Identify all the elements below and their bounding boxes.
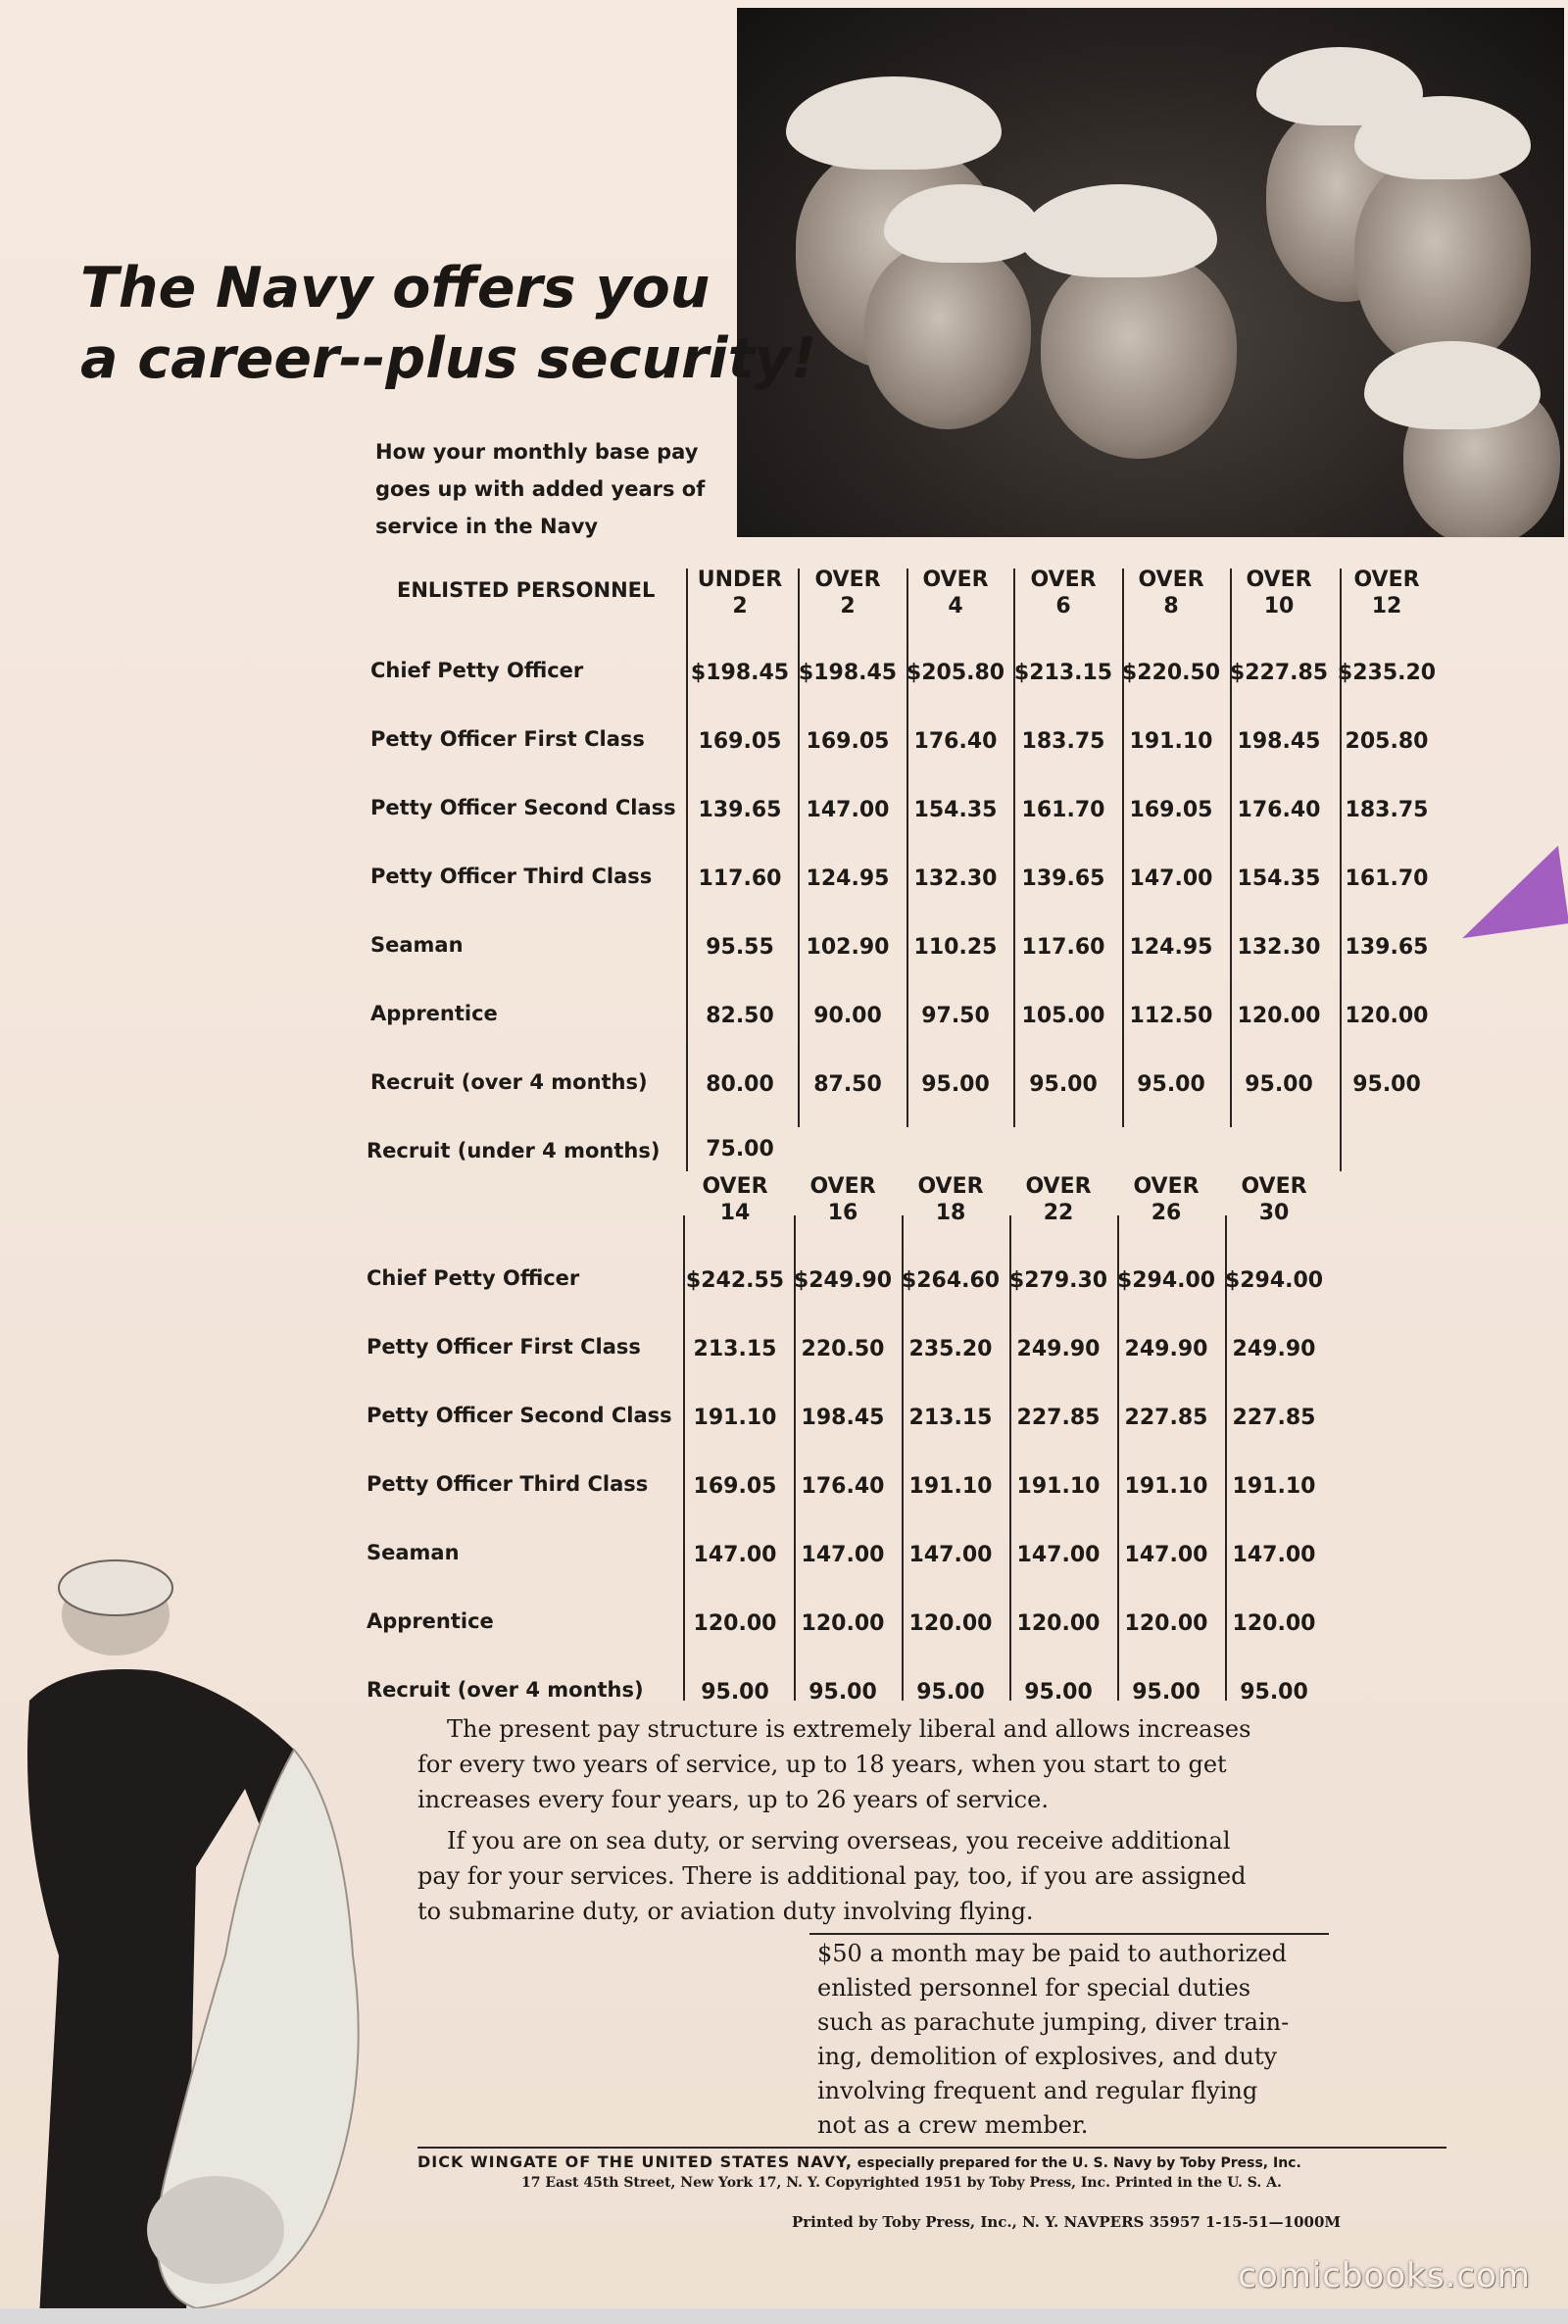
column-header-years: 6 [1055, 594, 1071, 618]
table-cell: 249.90 [1232, 1337, 1316, 1361]
column-header-word: OVER [1246, 568, 1312, 592]
table-cell: $249.90 [793, 1268, 893, 1293]
table-cell: 95.00 [701, 1680, 769, 1705]
column-header-years: 2 [732, 594, 748, 618]
column-header [1230, 567, 1328, 619]
table-cell: 191.10 [908, 1474, 993, 1499]
table-cell: $279.30 [1008, 1268, 1108, 1293]
column-header-years: 18 [935, 1201, 966, 1225]
table-cell: 169.05 [806, 729, 890, 754]
table-cell: 139.65 [1021, 866, 1105, 891]
table-cell: 117.60 [1021, 935, 1105, 960]
table-cell: 124.95 [806, 866, 890, 891]
column-header [1122, 567, 1220, 619]
table-cell: 80.00 [706, 1072, 774, 1097]
table-header-label: ENLISTED PERSONNEL [397, 578, 656, 602]
row-label: Chief Petty Officer [367, 1266, 580, 1290]
table-cell: 95.00 [1132, 1680, 1200, 1705]
table-cell: 161.70 [1345, 866, 1429, 891]
column-divider [1122, 569, 1124, 1127]
table-cell: 227.85 [1232, 1406, 1316, 1430]
table-cell: 120.00 [1237, 1004, 1321, 1028]
table-cell: 191.10 [1129, 729, 1213, 754]
table-cell: 120.00 [1345, 1004, 1429, 1028]
table-cell: 183.75 [1021, 729, 1105, 754]
row-label: Recruit (over 4 months) [367, 1678, 644, 1702]
credit-rest: especially prepared for the U. S. Navy by Toby Press, Inc. [857, 2155, 1301, 2171]
printed-by-line: Printed by Toby Press, Inc., N. Y. NAVPERS 35957 1-15-51—1000M [792, 2213, 1341, 2231]
table-cell: 176.40 [913, 729, 998, 754]
table-cell: 161.70 [1021, 798, 1105, 822]
table-cell: 105.00 [1021, 1004, 1105, 1028]
table-cell: 176.40 [1237, 798, 1321, 822]
table-cell: 95.00 [1352, 1072, 1421, 1097]
table-cell: 87.50 [813, 1072, 882, 1097]
table-cell: 169.05 [698, 729, 782, 754]
table-cell: 95.00 [1240, 1680, 1308, 1705]
table-cell: 191.10 [1124, 1474, 1208, 1499]
table-cell: 120.00 [1232, 1611, 1316, 1636]
column-header-word: OVER [1241, 1174, 1307, 1199]
table-cell: 95.55 [706, 935, 774, 960]
table-cell: 120.00 [908, 1611, 993, 1636]
row-label: Chief Petty Officer [370, 659, 584, 682]
table-cell: $198.45 [690, 661, 790, 685]
credit-caps: DICK WINGATE OF THE UNITED STATES NAVY, [417, 2152, 853, 2171]
table-cell: 95.00 [1024, 1680, 1093, 1705]
row-label: Recruit (under 4 months) [367, 1139, 661, 1162]
column-header [686, 1173, 784, 1226]
column-divider [1013, 569, 1015, 1127]
table-cell: 198.45 [801, 1406, 885, 1430]
table-cell: 147.00 [908, 1543, 993, 1567]
column-header-word: OVER [917, 1174, 984, 1199]
column-header-years: 10 [1263, 594, 1295, 618]
row-label: Recruit (over 4 months) [370, 1070, 648, 1094]
paragraph-line: to submarine duty, or aviation duty involving flying. [417, 1898, 1034, 1925]
table-cell: $227.85 [1229, 661, 1329, 685]
column-header-years: 14 [719, 1201, 751, 1225]
scan-edge [0, 2308, 1568, 2324]
footer-rule [417, 2147, 1446, 2149]
paragraph-line: increases every four years, up to 26 years of service. [417, 1786, 1049, 1813]
table-cell: 95.00 [916, 1680, 985, 1705]
table-cell: 176.40 [801, 1474, 885, 1499]
table-cell: $205.80 [906, 661, 1005, 685]
column-header-word: OVER [1025, 1174, 1092, 1199]
sailor-with-sea-bag-illustration [0, 1544, 402, 2318]
table-cell: $198.45 [798, 661, 898, 685]
table-cell: 147.00 [806, 798, 890, 822]
table-cell: $294.00 [1116, 1268, 1216, 1293]
table-cell: 117.60 [698, 866, 782, 891]
table-cell: 191.10 [1232, 1474, 1316, 1499]
note-line: enlisted personnel for special duties [817, 1974, 1251, 2002]
paragraph-line: for every two years of service, up to 18 years, when you start to get [417, 1751, 1227, 1778]
column-divider [798, 569, 800, 1127]
title-line-1: The Navy offers you [80, 256, 710, 321]
table-cell: $220.50 [1121, 661, 1221, 685]
column-header-years: 26 [1151, 1201, 1182, 1225]
column-header [799, 567, 897, 619]
row-label: Petty Officer Second Class [367, 1404, 672, 1427]
table-cell: 147.00 [1232, 1543, 1316, 1567]
table-cell: 147.00 [801, 1543, 885, 1567]
table-cell: 154.35 [913, 798, 998, 822]
column-header-word: OVER [1030, 568, 1097, 592]
publisher-credit [417, 2152, 1301, 2171]
note-line: not as a crew member. [817, 2111, 1089, 2139]
special-duty-note [817, 1937, 1289, 2143]
column-divider [1230, 569, 1232, 1127]
paragraph-line: The present pay structure is extremely liberal and allows increases [447, 1715, 1251, 1743]
table-cell: 147.00 [693, 1543, 777, 1567]
table-cell: 169.05 [1129, 798, 1213, 822]
paragraph-line: pay for your services. There is additional pay, too, if you are assigned [417, 1862, 1247, 1890]
column-header-word: UNDER [697, 568, 783, 592]
column-header [691, 567, 789, 619]
table-cell: 139.65 [698, 798, 782, 822]
table-cell: 198.45 [1237, 729, 1321, 754]
column-header-word: OVER [922, 568, 989, 592]
pay-structure-paragraph [417, 1711, 1250, 1817]
column-header-word: OVER [1138, 568, 1204, 592]
table-cell: 249.90 [1124, 1337, 1208, 1361]
table-cell: 249.90 [1016, 1337, 1101, 1361]
table-cell: $242.55 [685, 1268, 785, 1293]
table-cell: 147.00 [1016, 1543, 1101, 1567]
table-cell: 120.00 [1016, 1611, 1101, 1636]
column-header [1225, 1173, 1323, 1226]
column-header-word: OVER [1353, 568, 1420, 592]
column-header [1009, 1173, 1107, 1226]
table-cell: 227.85 [1016, 1406, 1101, 1430]
table-cell: 213.15 [908, 1406, 993, 1430]
table-cell: 75.00 [706, 1137, 774, 1162]
row-label: Apprentice [370, 1002, 498, 1025]
column-header-word: OVER [809, 1174, 876, 1199]
note-line: ing, demolition of explosives, and duty [817, 2043, 1278, 2070]
table-cell: 95.00 [808, 1680, 877, 1705]
paragraph-line: If you are on sea duty, or serving overseas, you receive additional [447, 1827, 1231, 1854]
column-header [1117, 1173, 1215, 1226]
table-cell: 147.00 [1124, 1543, 1208, 1567]
table-cell: 97.50 [921, 1004, 990, 1028]
note-top-rule [809, 1933, 1329, 1935]
table-cell: 191.10 [693, 1406, 777, 1430]
table-cell: 191.10 [1016, 1474, 1101, 1499]
column-header [1014, 567, 1112, 619]
watermark: comicbooks.com [1238, 2256, 1531, 2296]
note-line: $50 a month may be paid to authorized [817, 1940, 1287, 1967]
table-cell: 154.35 [1237, 866, 1321, 891]
table-cell: 205.80 [1345, 729, 1429, 754]
row-label: Petty Officer Third Class [370, 865, 653, 888]
page-title [80, 253, 816, 394]
copyright-line: 17 East 45th Street, New York 17, N. Y. Copyrighted 1951 by Toby Press, Inc. Printed in the U. S. A. [521, 2175, 1282, 2191]
table-cell: 169.05 [693, 1474, 777, 1499]
column-header-years: 22 [1043, 1201, 1074, 1225]
column-header-years: 4 [948, 594, 963, 618]
table-cell: $264.60 [901, 1268, 1001, 1293]
row-label: Petty Officer Third Class [367, 1472, 649, 1496]
column-header-years: 12 [1371, 594, 1402, 618]
table-cell: 120.00 [801, 1611, 885, 1636]
title-line-2: a career--plus security! [80, 326, 817, 391]
table-cell: 95.00 [1029, 1072, 1098, 1097]
column-header [902, 1173, 1000, 1226]
column-divider [906, 569, 908, 1127]
row-label: Petty Officer First Class [367, 1335, 641, 1359]
note-line: involving frequent and regular flying [817, 2077, 1258, 2104]
column-header-word: OVER [1133, 1174, 1200, 1199]
table-cell: 183.75 [1345, 798, 1429, 822]
table-cell: 139.65 [1345, 935, 1429, 960]
table-cell: 120.00 [1124, 1611, 1208, 1636]
column-header [906, 567, 1004, 619]
table-cell: 95.00 [1245, 1072, 1313, 1097]
table-cell: 95.00 [921, 1072, 990, 1097]
table-cell: 110.25 [913, 935, 998, 960]
note-line: such as parachute jumping, diver train- [817, 2008, 1290, 2036]
column-header-years: 2 [840, 594, 856, 618]
row-label: Apprentice [367, 1609, 494, 1633]
table-cell: $213.15 [1013, 661, 1113, 685]
subtitle: How your monthly base pay goes up with added years of service in the Navy [375, 440, 706, 538]
table-cell: 112.50 [1129, 1004, 1213, 1028]
column-header [794, 1173, 892, 1226]
table-cell: $235.20 [1337, 661, 1437, 685]
table-cell: 220.50 [801, 1337, 885, 1361]
table-cell: 132.30 [1237, 935, 1321, 960]
table-cell: 90.00 [813, 1004, 882, 1028]
table-cell: 95.00 [1137, 1072, 1205, 1097]
sailors-group-photo [737, 8, 1564, 537]
row-label: Petty Officer First Class [370, 727, 645, 751]
table-cell: 132.30 [913, 866, 998, 891]
table-cell: 147.00 [1129, 866, 1213, 891]
table-cell: 213.15 [693, 1337, 777, 1361]
purple-pennant-decoration [1451, 846, 1568, 939]
table-cell: 124.95 [1129, 935, 1213, 960]
table-cell: 120.00 [693, 1611, 777, 1636]
column-header-years: 30 [1258, 1201, 1290, 1225]
column-header [1338, 567, 1436, 619]
column-header-years: 16 [827, 1201, 858, 1225]
table-cell: $294.00 [1224, 1268, 1324, 1293]
table-cell: 227.85 [1124, 1406, 1208, 1430]
column-header-word: OVER [814, 568, 881, 592]
row-label: Petty Officer Second Class [370, 796, 676, 819]
column-header-years: 8 [1163, 594, 1179, 618]
column-header-word: OVER [702, 1174, 768, 1199]
table-cell: 82.50 [706, 1004, 774, 1028]
row-label: Seaman [367, 1541, 460, 1564]
table-cell: 102.90 [806, 935, 890, 960]
table-cell: 235.20 [908, 1337, 993, 1361]
additional-pay-paragraph [417, 1823, 1246, 1929]
row-label: Seaman [370, 933, 464, 957]
